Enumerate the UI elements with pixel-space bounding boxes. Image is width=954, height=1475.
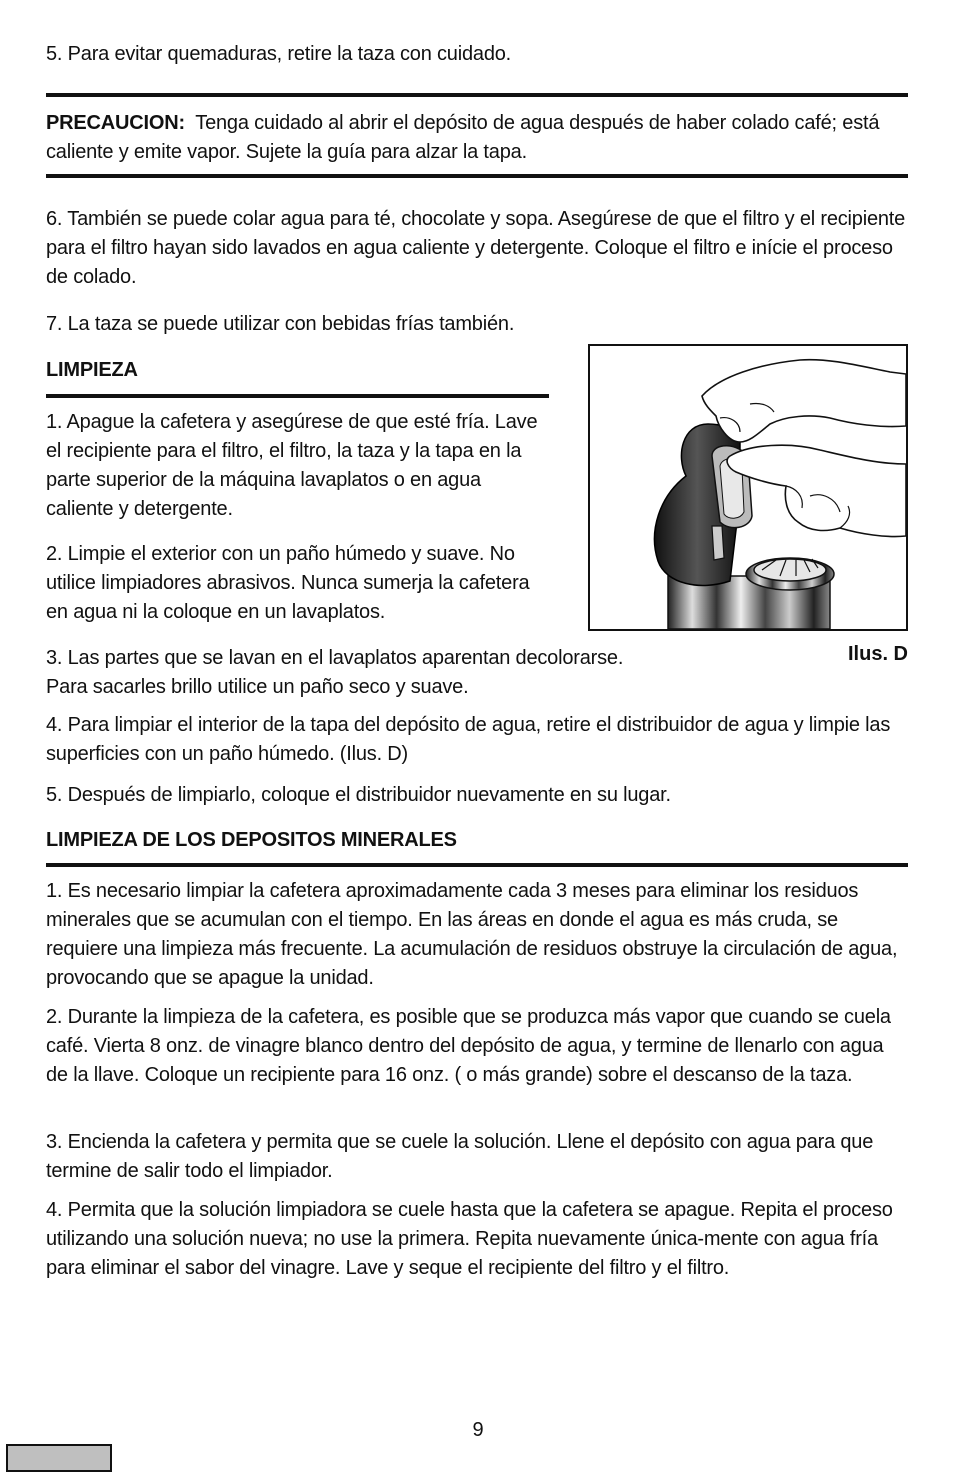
caution-label: PRECAUCION: (46, 112, 185, 134)
cleaning-item-2: 2. Limpie el exterior con un paño húmedo y suave. No utilice limpiadores abrasivos. Nunca sumerja la cafetera en agua ni la coloque en un lavaplatos. (46, 543, 530, 623)
page-tab-marker (6, 1444, 112, 1472)
illustration-caption: Ilus. D (847, 643, 908, 665)
coffee-maker-illustration-icon (590, 346, 906, 629)
step-6: 6. También se puede colar agua para té, chocolate y sopa. Asegúrese de que el filtro y el recipiente para el filtro hayan sido lavados en agua caliente y detergente. Coloque el filtro e inície el proceso de colado. (46, 208, 906, 288)
minerals-item-1: 1. Es necesario limpiar la cafetera aproximadamente cada 3 meses para eliminar los residuos minerales que se acumulan con el tiempo. En las áreas en donde el agua es más cruda, se requiere una limpieza más frecuente. La acumulación de residuos obstruye la circulación de agua, provocando que se apague la unidad. (46, 880, 898, 989)
divider-cleaning (46, 394, 549, 398)
page-number: 9 (472, 1419, 484, 1441)
cleaning-item-5: 5. Después de limpiarlo, coloque el distribuidor nuevamente en su lugar. (46, 784, 671, 806)
cleaning-item-4: 4. Para limpiar el interior de la tapa del depósito de agua, retire el distribuidor de agua y limpie las superficies con un paño húmedo. (Ilus. D) (46, 714, 891, 765)
illustration-d-frame (588, 344, 908, 631)
divider-top (46, 93, 908, 97)
minerals-item-2: 2. Durante la limpieza de la cafetera, es posible que se produzca más vapor que cuando se cuela café. Vierta 8 onz. de vinagre blanco dentro del depósito de agua, y termine de llenarlo con agua de la llave. Coloque un recipiente para 16 onz. ( o más grande) sobre el descanso de la taza. (46, 1006, 891, 1086)
cleaning-item-3: 3. Las partes que se lavan en el lavaplatos aparentan decolorarse. Para sacarles brillo utilice un paño seco y suave. (46, 647, 624, 698)
step-5-top: 5. Para evitar quemaduras, retire la taza con cuidado. (46, 43, 512, 65)
cleaning-item-1: 1. Apague la cafetera y asegúrese de que esté fría. Lave el recipiente para el filtro, el filtro, la taza y la tapa en la parte superior de la máquina lavaplatos o en agua caliente y detergente. (46, 411, 538, 520)
caution-note (46, 109, 908, 167)
cleaning-heading: LIMPIEZA (46, 359, 138, 381)
minerals-item-4: 4. Permita que la solución limpiadora se cuele hasta que la cafetera se apague. Repita el proceso utilizando una solución nueva; no use la primera. Repita nuevamente única-mente con agua fría para eliminar el sabor del vinagre. Lave y seque el recipiente del filtro y el filtro. (46, 1199, 893, 1279)
minerals-item-3: 3. Encienda la cafetera y permita que se cuele la solución. Llene el depósito con agua para que termine de salir todo el limpiador. (46, 1131, 874, 1182)
divider-caution-bottom (46, 174, 908, 178)
minerals-heading: LIMPIEZA DE LOS DEPOSITOS MINERALES (46, 829, 457, 851)
divider-minerals (46, 863, 908, 867)
step-7: 7. La taza se puede utilizar con bebidas frías también. (46, 313, 515, 335)
caution-text: Tenga cuidado al abrir el depósito de agua después de haber colado café; está caliente y emite vapor. Sujete la guía para alzar la tapa. (46, 112, 880, 163)
